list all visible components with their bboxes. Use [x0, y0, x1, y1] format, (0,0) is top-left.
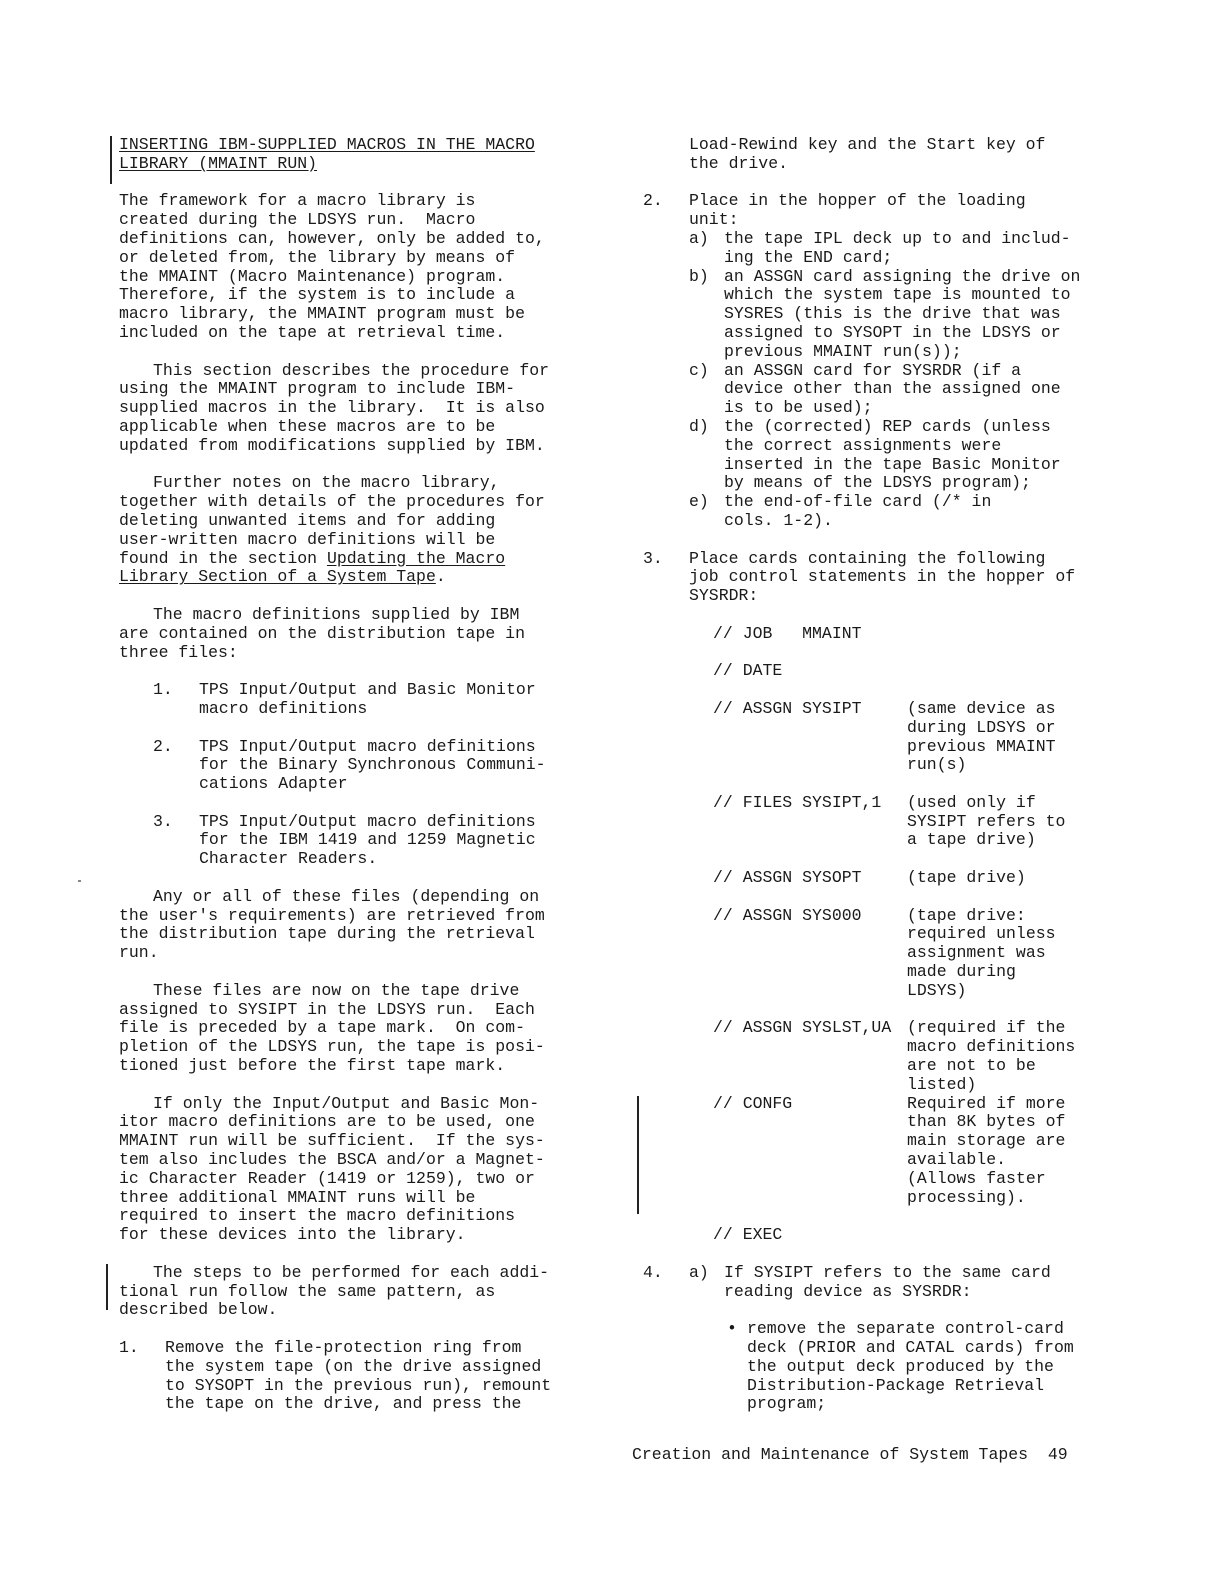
revision-bar-steps	[106, 1264, 108, 1310]
list-item: 1. TPS Input/Output and Basic Monitor macro definitions	[153, 680, 536, 718]
section-heading: INSERTING IBM-SUPPLIED MACROS IN THE MACRO LIBRARY (MMAINT RUN)	[119, 135, 535, 173]
list-item: 3. TPS Input/Output macro definitions for the IBM 1419 and 1259 Magnetic Character Readers.	[153, 811, 536, 869]
left-column	[119, 136, 619, 1414]
paragraph-files-on-tape: These files are now on the tape drive assigned to SYSIPT in the LDSYS run. Each file is preceded by a tape mark. On com- pletion of the LDSYS run, the tape is posi- tioned just before the first tape mark.	[119, 980, 545, 1076]
revision-bar-step3	[637, 1096, 639, 1214]
paragraph-framework: The framework for a macro library is created during the LDSYS run. Macro definitions can, however, only be added to, or deleted from, the library by means of the MMAINT (Macro Maintenance) program. Therefore, if the system is to include a macro library, the MMAINT program must be included on the tape at retrieval time.	[119, 191, 545, 342]
list-item: 2. TPS Input/Output macro definitions for the Binary Synchronous Communi- cations Adapter	[153, 736, 546, 794]
paragraph-if-only: If only the Input/Output and Basic Mon- itor macro definitions are to be used, one MMAINT run will be sufficient. If the sys- tem also includes the BSCA and/or a Magnet- ic Character Reader (1419 or 1259), two or three additional MMAINT runs will be required to insert the macro definitions for these devices into the library.	[119, 1093, 545, 1245]
jcl-statement: // FILES SYSIPT,1 (used only if SYSIPT refers to a tape drive)	[713, 792, 1066, 850]
jcl-statement: // EXEC	[713, 1225, 783, 1245]
step-2: 2. Place in the hopper of the loading unit: a) the tape IPL deck up to and includ- ing the END card; b) an ASSGN card assigning the drive on which the system tape is mounted to SYSRES (this is the drive that was assigned to SYSOPT in the LDSYS or previous MMAINT run(s)); c) an ASSGN card for SYSRDR (if a device other than the assigned one is to be used); d) the (corrected) REP cards (unless the correct assignments were inserted in the tape Basic Monitor by means of the LDSYS program); e) the end-of-file card (/* in cols. 1-2).	[643, 192, 1153, 530]
jcl-statement: // ASSGN SYSOPT (tape drive)	[713, 868, 1026, 888]
step-3: 3. Place cards containing the following job control statements in the hopper of SYSRDR:	[643, 548, 1076, 606]
paragraph-any-or-all: Any or all of these files (depending on the user's requirements) are retrieved from the distribution tape during the retrieval run.	[119, 886, 545, 963]
bullet-icon: •	[727, 1319, 737, 1339]
jcl-statement: // DATE	[713, 661, 783, 681]
list-item: • remove the separate control-card deck (PRIOR and CATAL cards) from the output deck produced by the Distribution-Package Retrieval program;	[727, 1319, 1074, 1414]
right-column	[643, 136, 1153, 1414]
section-reference-link: Updating the Macro	[326, 548, 506, 568]
jcl-statement: // ASSGN SYSIPT (same device as during LDSYS or previous MMAINT run(s)	[713, 698, 1056, 775]
jcl-statement: // CONFG Required if more than 8K bytes of main storage are available. (Allows faster processing).	[713, 1093, 1066, 1207]
list-item: b) an ASSGN card assigning the drive on which the system tape is mounted to SYSRES (this is the drive that was assigned to SYSOPT in the LDSYS or previous MMAINT run(s));	[689, 266, 1081, 361]
paragraph-steps: The steps to be performed for each addi- tional run follow the same pattern, as described below.	[119, 1262, 550, 1320]
step-4: 4. a) If SYSIPT refers to the same card reading device as SYSRDR:	[643, 1262, 1051, 1301]
step-1-continued: Load-Rewind key and the Start key of the drive.	[689, 135, 1046, 173]
jcl-statement: // ASSGN SYSLST,UA (required if the macro definitions are not to be listed)	[713, 1018, 1076, 1094]
page-footer	[632, 1445, 1068, 1464]
jcl-statement: // ASSGN SYS000 (tape drive: required unless assignment was made during LDSYS)	[713, 905, 1056, 1000]
paragraph-section-describes: This section describes the procedure for using the MMAINT program to include IBM- supplied macros in the library. It is also applicable when these macros are to be updated from modifications supplied by IBM.	[119, 360, 550, 455]
paragraph-macro-definitions: The macro definitions supplied by IBM are contained on the distribution tape in three files:	[119, 604, 525, 662]
paragraph-further-notes: Further notes on the macro library, together with details of the procedures for deleting unwanted items and for adding user-written macro definitions will be found in the section Updating the Macro Library Section of a System Tape.	[119, 473, 545, 587]
list-item: c) an ASSGN card for SYSRDR (if a device other than the assigned one is to be used);	[689, 360, 1061, 418]
list-item: e) the end-of-file card (/* in cols. 1-2).	[689, 492, 992, 530]
page-number: 49	[1047, 1445, 1068, 1464]
jcl-statement: // JOB MMAINT	[713, 623, 862, 643]
step-1: 1. Remove the file-protection ring from the system tape (on the drive assigned to SYSOPT in the previous run), remount the tape on the drive, and press the	[119, 1338, 552, 1414]
list-item: a) the tape IPL deck up to and includ- ing the END card;	[689, 228, 1071, 267]
revision-bar-heading	[110, 136, 112, 184]
margin-mark	[78, 880, 81, 882]
file-list	[119, 681, 619, 869]
list-item: d) the (corrected) REP cards (unless the correct assignments were inserted in the tape Basic Monitor by means of the LDSYS program);	[689, 416, 1061, 493]
footer-title: Creation and Maintenance of System Tapes	[632, 1445, 1029, 1464]
